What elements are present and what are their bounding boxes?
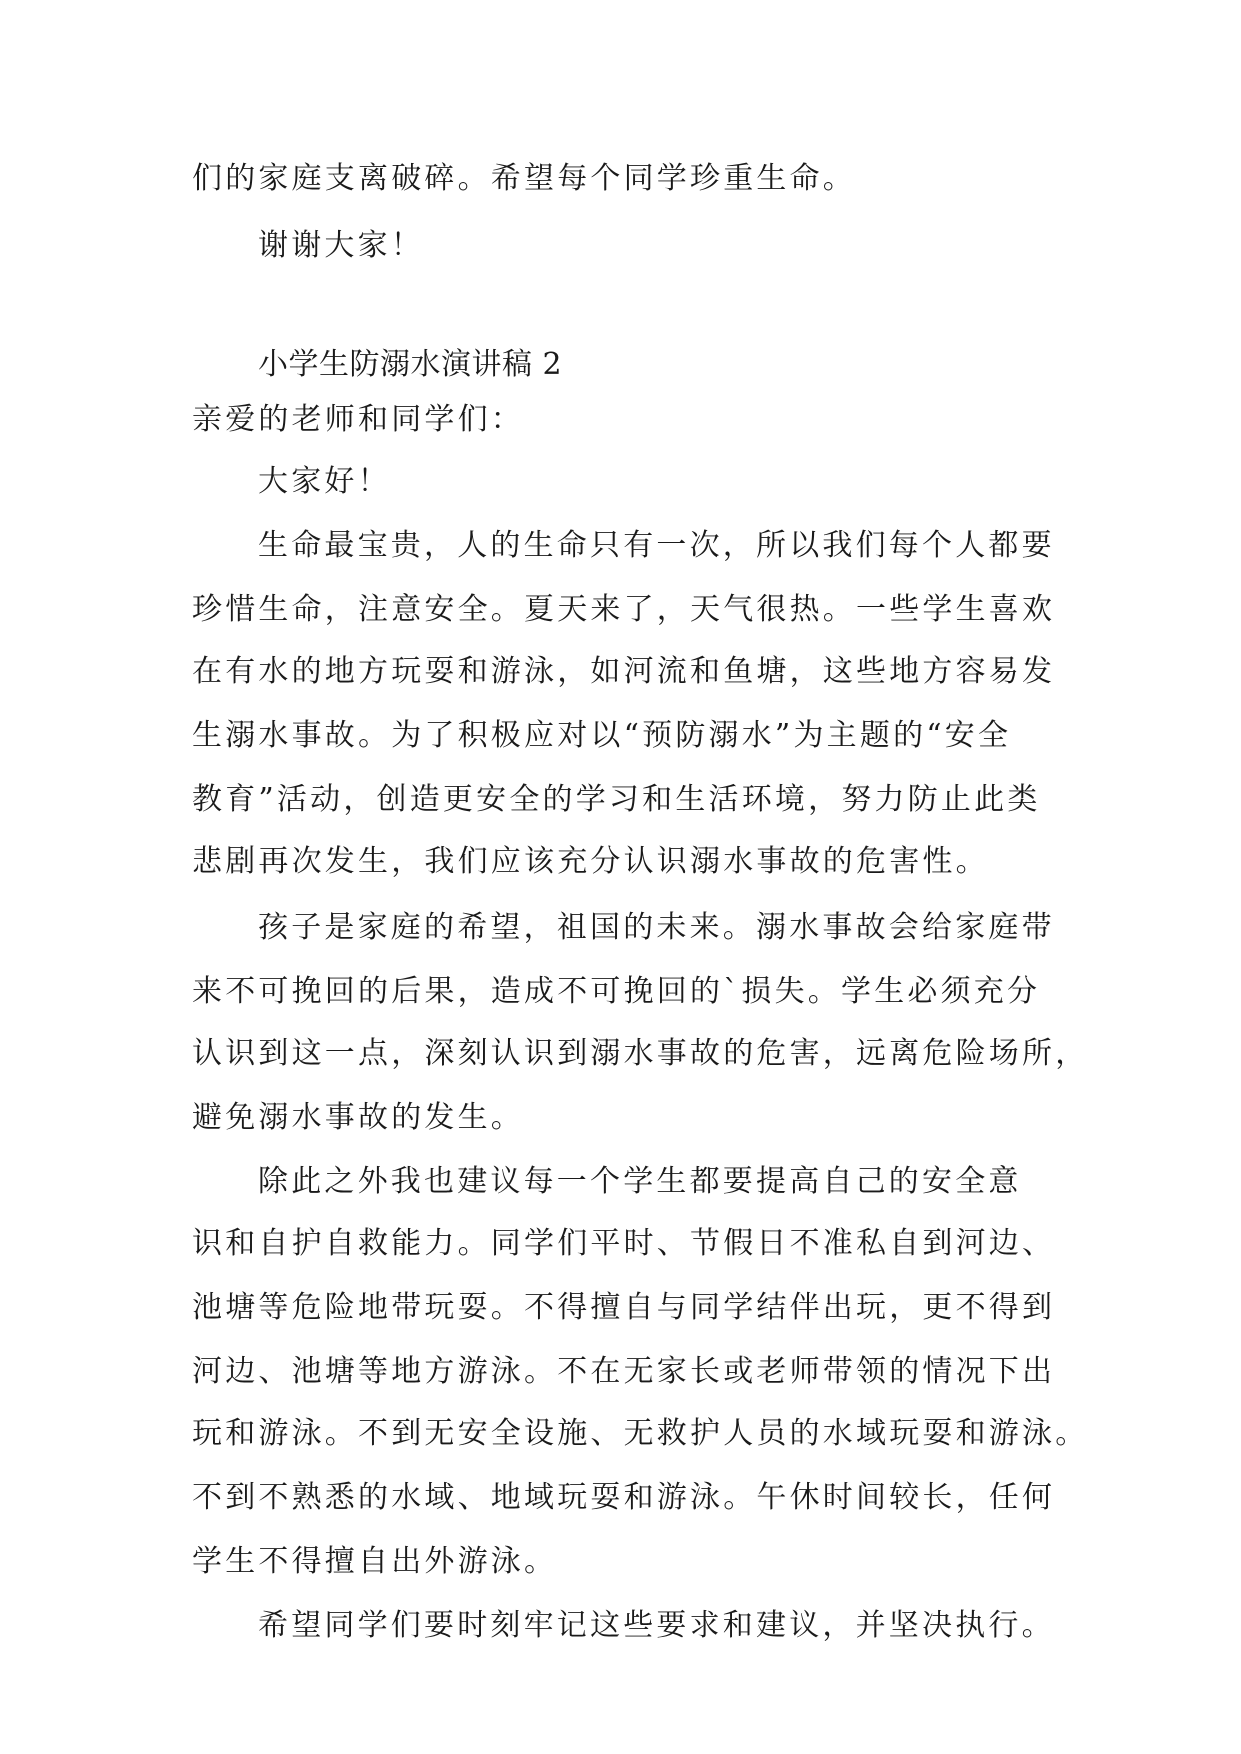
paragraph-line: 生溺水事故。为了积极应对以“预防溺水”为主题的“安全 [192, 718, 1012, 753]
paragraph-line: 河边、池塘等地方游泳。不在无家长或老师带领的情况下出 [192, 1354, 1056, 1389]
paragraph-line: 希望同学们要时刻牢记这些要求和建议，并坚决执行。 [258, 1608, 1055, 1643]
paragraph-line: 不到不熟悉的水域、地域玩耍和游泳。午休时间较长，任何 [192, 1480, 1056, 1515]
paragraph-line: 孩子是家庭的希望，祖国的未来。溺水事故会给家庭带 [258, 910, 1055, 945]
paragraph-line: 珍惜生命，注意安全。夏天来了，天气很热。一些学生喜欢 [192, 592, 1056, 627]
paragraph-line: 谢谢大家！ [258, 228, 424, 263]
paragraph-line: 学生不得擅自出外游泳。 [192, 1544, 558, 1579]
paragraph-line: 来不可挽回的后果，造成不可挽回的`损失。学生必须充分 [192, 974, 1041, 1009]
section-title: 小学生防溺水演讲稿 2 [258, 347, 563, 382]
paragraph-line: 悲剧再次发生，我们应该充分认识溺水事故的危害性。 [192, 844, 989, 879]
salutation: 亲爱的老师和同学们： [192, 402, 524, 437]
paragraph-line: 池塘等危险地带玩耍。不得擅自与同学结伴出玩，更不得到 [192, 1290, 1056, 1325]
paragraph-line: 玩和游泳。不到无安全设施、无救护人员的水域玩耍和游泳。 [192, 1416, 1089, 1451]
paragraph-line: 识和自护自救能力。同学们平时、节假日不准私自到河边、 [192, 1226, 1056, 1261]
paragraph-line: 在有水的地方玩耍和游泳，如河流和鱼塘，这些地方容易发 [192, 654, 1056, 689]
paragraph-line: 生命最宝贵，人的生命只有一次，所以我们每个人都要 [258, 528, 1055, 563]
paragraph-line: 们的家庭支离破碎。希望每个同学珍重生命。 [192, 161, 856, 196]
paragraph-line: 避免溺水事故的发生。 [192, 1100, 524, 1135]
greeting: 大家好！ [258, 464, 391, 499]
paragraph-line: 除此之外我也建议每一个学生都要提高自己的安全意 [258, 1164, 1022, 1199]
paragraph-line: 认识到这一点，深刻认识到溺水事故的危害，远离危险场所， [192, 1036, 1089, 1071]
paragraph-line: 教育”活动，创造更安全的学习和生活环境，努力防止此类 [192, 782, 1041, 817]
